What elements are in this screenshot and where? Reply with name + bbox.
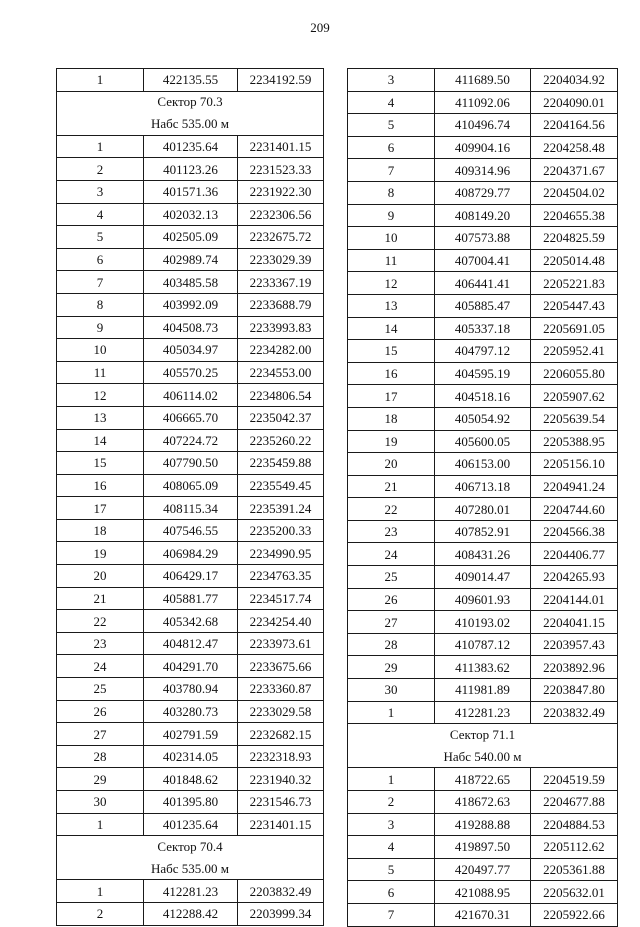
coordinate-y: 2233029.58: [238, 700, 324, 723]
point-number: 25: [57, 678, 144, 701]
point-number: 13: [348, 294, 435, 317]
point-number: 2: [57, 902, 144, 925]
table-row: [57, 880, 324, 903]
point-number: 9: [348, 204, 435, 227]
table-row: [57, 293, 324, 316]
table-row: [57, 361, 324, 384]
coordinate-y: 2235200.33: [238, 519, 324, 542]
coordinate-y: 2235042.37: [238, 406, 324, 429]
coordinate-y: 2205447.43: [531, 294, 618, 317]
coordinate-y: 2203957.43: [531, 633, 618, 656]
point-number: 10: [348, 227, 435, 250]
coordinate-x: 421670.31: [435, 903, 531, 926]
coordinate-y: 2203999.34: [238, 902, 324, 925]
table-row: [348, 340, 618, 363]
table-row: [348, 227, 618, 250]
coordinate-x: 401235.64: [144, 135, 238, 158]
table-row: [348, 881, 618, 904]
table-row: [348, 566, 618, 589]
coordinate-y: 2233973.61: [238, 632, 324, 655]
point-number: 1: [57, 880, 144, 903]
coordinate-x: 403485.58: [144, 271, 238, 294]
sector-header-row: [57, 858, 324, 880]
coordinate-y: 2205014.48: [531, 249, 618, 272]
table-row: [348, 453, 618, 476]
coordinate-x: 404518.16: [435, 385, 531, 408]
coordinate-x: 404812.47: [144, 632, 238, 655]
coordinate-y: 2234763.35: [238, 565, 324, 588]
coordinate-y: 2205156.10: [531, 453, 618, 476]
table-row: [348, 813, 618, 836]
coordinate-y: 2204677.88: [531, 791, 618, 814]
table-row: [57, 474, 324, 497]
table-row: [348, 611, 618, 634]
coordinate-x: 401571.36: [144, 180, 238, 203]
coordinate-x: 402314.05: [144, 745, 238, 768]
point-number: 26: [57, 700, 144, 723]
point-number: 6: [57, 248, 144, 271]
coordinate-y: 2205221.83: [531, 272, 618, 295]
coordinate-x: 407573.88: [435, 227, 531, 250]
coordinate-y: 2204566.38: [531, 520, 618, 543]
coordinate-y: 2203847.80: [531, 679, 618, 702]
point-number: 19: [57, 542, 144, 565]
coordinate-x: 403280.73: [144, 700, 238, 723]
point-number: 8: [348, 181, 435, 204]
sector-title: Сектор 71.1: [348, 724, 618, 746]
coordinate-x: 404595.19: [435, 362, 531, 385]
sector-altitude: Набс 540.00 м: [348, 746, 618, 768]
coordinate-y: 2231546.73: [238, 791, 324, 814]
coordinate-x: 418672.63: [435, 791, 531, 814]
table-row: [57, 655, 324, 678]
table-row: [348, 543, 618, 566]
coordinate-x: 407852.91: [435, 520, 531, 543]
coordinate-x: 404508.73: [144, 316, 238, 339]
coordinate-y: 2234282.00: [238, 339, 324, 362]
sector-header-row: [57, 91, 324, 113]
sector-altitude: Набс 535.00 м: [57, 858, 324, 880]
coordinate-x: 409314.96: [435, 159, 531, 182]
coordinate-x: 411981.89: [435, 679, 531, 702]
point-number: 18: [348, 407, 435, 430]
coordinate-y: 2233675.66: [238, 655, 324, 678]
table-row: [57, 429, 324, 452]
coordinate-x: 408149.20: [435, 204, 531, 227]
coordinate-y: 2231401.15: [238, 135, 324, 158]
coordinates-table-right-body: [348, 69, 618, 927]
table-row: [57, 565, 324, 588]
point-number: 1: [348, 701, 435, 724]
coordinates-table-left: [56, 68, 324, 926]
coordinate-x: 408729.77: [435, 181, 531, 204]
coordinate-x: 406153.00: [435, 453, 531, 476]
coordinate-y: 2234254.40: [238, 610, 324, 633]
coordinate-x: 401235.64: [144, 813, 238, 836]
coordinate-x: 402989.74: [144, 248, 238, 271]
table-row: [57, 271, 324, 294]
table-row: [57, 542, 324, 565]
point-number: 28: [57, 745, 144, 768]
coordinate-x: 422135.55: [144, 69, 238, 92]
coordinate-y: 2204265.93: [531, 566, 618, 589]
point-number: 22: [348, 498, 435, 521]
coordinate-x: 405881.77: [144, 587, 238, 610]
table-row: [57, 339, 324, 362]
sector-title: Сектор 70.3: [57, 91, 324, 113]
coordinate-y: 2231940.32: [238, 768, 324, 791]
coordinate-x: 409014.47: [435, 566, 531, 589]
table-row: [57, 384, 324, 407]
point-number: 10: [57, 339, 144, 362]
table-row: [348, 430, 618, 453]
coordinate-y: 2204090.01: [531, 91, 618, 114]
table-row: [348, 159, 618, 182]
table-row: [348, 903, 618, 926]
table-row: [57, 813, 324, 836]
point-number: 15: [57, 452, 144, 475]
coordinate-y: 2203892.96: [531, 656, 618, 679]
coordinate-x: 419897.50: [435, 836, 531, 859]
table-row: [57, 158, 324, 181]
table-row: [348, 791, 618, 814]
table-row: [57, 902, 324, 925]
table-row: [57, 226, 324, 249]
point-number: 20: [57, 565, 144, 588]
coordinate-x: 402505.09: [144, 226, 238, 249]
coordinate-y: 2233367.19: [238, 271, 324, 294]
table-row: [348, 114, 618, 137]
table-row: [57, 316, 324, 339]
coordinate-y: 2204744.60: [531, 498, 618, 521]
table-row: [57, 203, 324, 226]
table-row: [348, 679, 618, 702]
coordinate-y: 2235549.45: [238, 474, 324, 497]
table-row: [348, 317, 618, 340]
coordinate-x: 418722.65: [435, 768, 531, 791]
point-number: 5: [348, 858, 435, 881]
coordinate-y: 2204655.38: [531, 204, 618, 227]
table-row: [57, 678, 324, 701]
coordinate-y: 2235391.24: [238, 497, 324, 520]
coordinate-x: 412288.42: [144, 902, 238, 925]
point-number: 9: [57, 316, 144, 339]
point-number: 6: [348, 881, 435, 904]
point-number: 16: [348, 362, 435, 385]
coordinate-x: 411689.50: [435, 69, 531, 92]
point-number: 7: [348, 159, 435, 182]
coordinate-x: 401848.62: [144, 768, 238, 791]
table-row: [348, 181, 618, 204]
table-row: [348, 520, 618, 543]
point-number: 1: [57, 69, 144, 92]
table-row: [348, 249, 618, 272]
coordinates-table-right: [347, 68, 618, 927]
table-row: [57, 406, 324, 429]
coordinate-x: 406984.29: [144, 542, 238, 565]
table-row: [57, 180, 324, 203]
table-row: [348, 656, 618, 679]
coordinate-x: 406665.70: [144, 406, 238, 429]
point-number: 4: [348, 91, 435, 114]
coordinate-y: 2233360.87: [238, 678, 324, 701]
coordinate-y: 2235459.88: [238, 452, 324, 475]
point-number: 8: [57, 293, 144, 316]
coordinate-y: 2234806.54: [238, 384, 324, 407]
coordinate-x: 409904.16: [435, 136, 531, 159]
table-row: [348, 475, 618, 498]
point-number: 1: [57, 813, 144, 836]
point-number: 20: [348, 453, 435, 476]
coordinate-x: 403992.09: [144, 293, 238, 316]
point-number: 26: [348, 588, 435, 611]
coordinate-x: 405600.05: [435, 430, 531, 453]
table-row: [348, 836, 618, 859]
coordinate-x: 412281.23: [144, 880, 238, 903]
point-number: 1: [348, 768, 435, 791]
coordinate-y: 2206055.80: [531, 362, 618, 385]
coordinate-x: 409601.93: [435, 588, 531, 611]
coordinate-y: 2232318.93: [238, 745, 324, 768]
coordinate-x: 411092.06: [435, 91, 531, 114]
coordinate-x: 402791.59: [144, 723, 238, 746]
sector-header-row: [348, 746, 618, 768]
point-number: 22: [57, 610, 144, 633]
coordinate-y: 2205922.66: [531, 903, 618, 926]
coordinate-x: 405034.97: [144, 339, 238, 362]
table-row: [348, 272, 618, 295]
coordinate-x: 404291.70: [144, 655, 238, 678]
coordinate-y: 2204825.59: [531, 227, 618, 250]
point-number: 18: [57, 519, 144, 542]
coordinate-y: 2204258.48: [531, 136, 618, 159]
coordinate-y: 2233993.83: [238, 316, 324, 339]
coordinate-x: 406441.41: [435, 272, 531, 295]
point-number: 21: [348, 475, 435, 498]
point-number: 23: [57, 632, 144, 655]
sector-title: Сектор 70.4: [57, 836, 324, 858]
coordinate-y: 2205388.95: [531, 430, 618, 453]
point-number: 3: [348, 69, 435, 92]
point-number: 13: [57, 406, 144, 429]
point-number: 5: [348, 114, 435, 137]
coordinate-y: 2204371.67: [531, 159, 618, 182]
coordinate-y: 2233029.39: [238, 248, 324, 271]
coordinate-x: 407280.01: [435, 498, 531, 521]
coordinate-y: 2232682.15: [238, 723, 324, 746]
coordinate-x: 408065.09: [144, 474, 238, 497]
table-row: [57, 700, 324, 723]
coordinate-x: 421088.95: [435, 881, 531, 904]
point-number: 19: [348, 430, 435, 453]
table-row: [348, 362, 618, 385]
coordinate-y: 2204519.59: [531, 768, 618, 791]
point-number: 16: [57, 474, 144, 497]
coordinate-x: 401123.26: [144, 158, 238, 181]
table-row: [57, 768, 324, 791]
coordinate-x: 404797.12: [435, 340, 531, 363]
table-row: [57, 135, 324, 158]
table-row: [57, 632, 324, 655]
sector-altitude: Набс 535.00 м: [57, 113, 324, 135]
coordinate-y: 2204941.24: [531, 475, 618, 498]
point-number: 29: [348, 656, 435, 679]
coordinate-x: 406713.18: [435, 475, 531, 498]
coordinate-x: 405570.25: [144, 361, 238, 384]
coordinate-y: 2232675.72: [238, 226, 324, 249]
sector-header-row: [57, 836, 324, 858]
coordinate-y: 2204034.92: [531, 69, 618, 92]
point-number: 21: [57, 587, 144, 610]
coordinate-x: 407004.41: [435, 249, 531, 272]
point-number: 17: [348, 385, 435, 408]
table-row: [57, 497, 324, 520]
coordinate-y: 2234192.59: [238, 69, 324, 92]
coordinate-x: 405342.68: [144, 610, 238, 633]
coordinate-y: 2204041.15: [531, 611, 618, 634]
coordinate-x: 405885.47: [435, 294, 531, 317]
coordinate-y: 2204164.56: [531, 114, 618, 137]
table-row: [348, 588, 618, 611]
coordinate-x: 402032.13: [144, 203, 238, 226]
table-row: [57, 248, 324, 271]
coordinate-y: 2231401.15: [238, 813, 324, 836]
point-number: 27: [348, 611, 435, 634]
point-number: 14: [57, 429, 144, 452]
table-row: [57, 69, 324, 92]
coordinate-y: 2205691.05: [531, 317, 618, 340]
coordinate-y: 2205632.01: [531, 881, 618, 904]
point-number: 28: [348, 633, 435, 656]
coordinate-x: 411383.62: [435, 656, 531, 679]
coordinate-x: 405054.92: [435, 407, 531, 430]
coordinate-y: 2205952.41: [531, 340, 618, 363]
coordinate-y: 2234517.74: [238, 587, 324, 610]
point-number: 5: [57, 226, 144, 249]
point-number: 24: [57, 655, 144, 678]
point-number: 29: [57, 768, 144, 791]
point-number: 7: [57, 271, 144, 294]
coordinate-y: 2231922.30: [238, 180, 324, 203]
coordinate-x: 407546.55: [144, 519, 238, 542]
point-number: 15: [348, 340, 435, 363]
point-number: 30: [348, 679, 435, 702]
table-row: [348, 91, 618, 114]
table-row: [57, 519, 324, 542]
point-number: 6: [348, 136, 435, 159]
table-row: [348, 69, 618, 92]
point-number: 2: [348, 791, 435, 814]
point-number: 30: [57, 791, 144, 814]
point-number: 17: [57, 497, 144, 520]
coordinate-y: 2203832.49: [531, 701, 618, 724]
coordinate-y: 2205361.88: [531, 858, 618, 881]
coordinate-x: 407790.50: [144, 452, 238, 475]
coordinate-y: 2204144.01: [531, 588, 618, 611]
coordinate-x: 408431.26: [435, 543, 531, 566]
table-row: [57, 610, 324, 633]
sector-header-row: [348, 724, 618, 746]
point-number: 11: [57, 361, 144, 384]
sector-header-row: [57, 113, 324, 135]
table-row: [348, 204, 618, 227]
point-number: 25: [348, 566, 435, 589]
table-row: [348, 385, 618, 408]
point-number: 7: [348, 903, 435, 926]
table-row: [57, 587, 324, 610]
point-number: 12: [348, 272, 435, 295]
point-number: 4: [348, 836, 435, 859]
point-number: 11: [348, 249, 435, 272]
coordinate-x: 405337.18: [435, 317, 531, 340]
table-row: [57, 791, 324, 814]
point-number: 12: [57, 384, 144, 407]
coordinates-table-left-body: [57, 69, 324, 926]
point-number: 1: [57, 135, 144, 158]
table-row: [348, 633, 618, 656]
coordinate-x: 408115.34: [144, 497, 238, 520]
table-row: [57, 745, 324, 768]
table-row: [348, 407, 618, 430]
point-number: 3: [348, 813, 435, 836]
coordinate-y: 2234553.00: [238, 361, 324, 384]
coordinate-x: 410193.02: [435, 611, 531, 634]
coordinate-x: 401395.80: [144, 791, 238, 814]
coordinate-x: 410496.74: [435, 114, 531, 137]
table-row: [348, 858, 618, 881]
point-number: 24: [348, 543, 435, 566]
table-row: [57, 723, 324, 746]
table-row: [348, 136, 618, 159]
coordinate-y: 2205112.62: [531, 836, 618, 859]
table-row: [57, 452, 324, 475]
table-row: [348, 701, 618, 724]
coordinate-y: 2233688.79: [238, 293, 324, 316]
table-row: [348, 768, 618, 791]
coordinate-x: 410787.12: [435, 633, 531, 656]
coordinate-y: 2232306.56: [238, 203, 324, 226]
coordinate-x: 412281.23: [435, 701, 531, 724]
table-row: [348, 498, 618, 521]
point-number: 27: [57, 723, 144, 746]
point-number: 23: [348, 520, 435, 543]
coordinate-x: 419288.88: [435, 813, 531, 836]
point-number: 4: [57, 203, 144, 226]
coordinate-x: 403780.94: [144, 678, 238, 701]
table-row: [348, 294, 618, 317]
coordinate-x: 406114.02: [144, 384, 238, 407]
coordinate-x: 406429.17: [144, 565, 238, 588]
coordinate-y: 2231523.33: [238, 158, 324, 181]
coordinate-y: 2205907.62: [531, 385, 618, 408]
coordinate-y: 2235260.22: [238, 429, 324, 452]
page-number: 209: [310, 20, 330, 35]
point-number: 14: [348, 317, 435, 340]
coordinate-y: 2203832.49: [238, 880, 324, 903]
coordinate-y: 2204406.77: [531, 543, 618, 566]
coordinate-y: 2204884.53: [531, 813, 618, 836]
coordinate-x: 407224.72: [144, 429, 238, 452]
coordinate-x: 420497.77: [435, 858, 531, 881]
coordinate-y: 2205639.54: [531, 407, 618, 430]
point-number: 2: [57, 158, 144, 181]
coordinate-y: 2204504.02: [531, 181, 618, 204]
coordinate-y: 2234990.95: [238, 542, 324, 565]
point-number: 3: [57, 180, 144, 203]
